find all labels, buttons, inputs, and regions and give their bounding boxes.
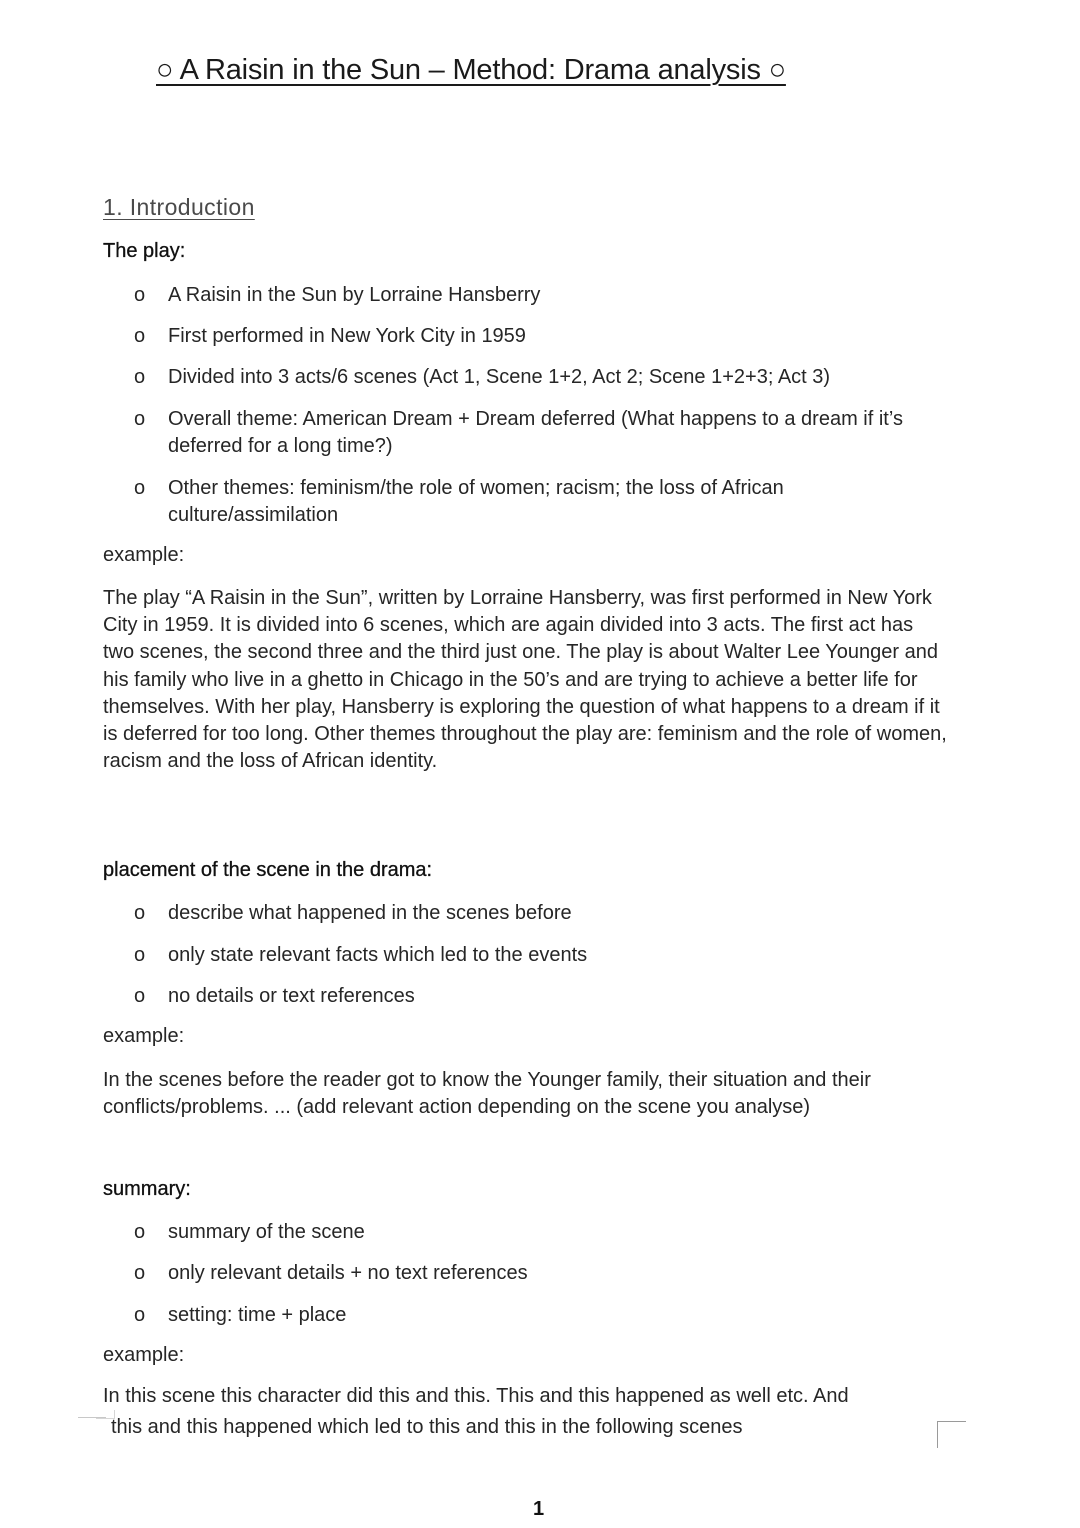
example-paragraph-introduction: The play “A Raisin in the Sun”, written by Lorraine Hansberry, was first performed in New York City in 1959. It is divided into 6 scenes, which are again divided into 3 acts. The first act has two scenes, the second three and the third just one. The play is about Walter Lee Younger and his family who live in a ghetto in Chicago in the 50’s and are trying to achieve a better life for themselves. With her play, Hansberry is exploring the question of what happens to a dream if it is deferred for too long. Other themes throughout the play are: feminism and the role of women, racism and the loss of African identity.	[103, 587, 947, 773]
bullet-marker: o	[134, 325, 146, 347]
example-label: example:	[103, 544, 185, 566]
subheading-the-play: The play:	[103, 240, 186, 262]
bullet-marker: o	[134, 408, 146, 430]
bullet-marker: o	[134, 477, 146, 499]
bullet-marker: o	[134, 1262, 146, 1284]
bullet-marker: o	[134, 366, 146, 388]
bullet-marker: o	[134, 1304, 146, 1326]
bullet-marker: o	[134, 1221, 146, 1243]
list-item-text: A Raisin in the Sun by Lorraine Hansberry	[168, 284, 541, 306]
scan-mark	[96, 1410, 115, 1419]
bullet-marker: o	[134, 944, 146, 966]
list-item-text: Other themes: feminism/the role of women; racism; the loss of African culture/assimilation	[168, 477, 784, 526]
example-paragraph-placement: In the scenes before the reader got to know the Younger family, their situation and their conflicts/problems. ... (add relevant action depending on the scene you analyse)	[103, 1069, 871, 1119]
list-item-text: First performed in New York City in 1959	[168, 325, 526, 347]
bullet-marker: o	[134, 985, 146, 1007]
list-item-text: describe what happened in the scenes before	[168, 902, 572, 924]
list-item-text: only relevant details + no text references	[168, 1262, 528, 1284]
example-line-summary-2: this and this happened which led to this and this in the following scenes	[111, 1416, 743, 1438]
list-item-text: Overall theme: American Dream + Dream deferred (What happens to a dream if it’s deferred for a long time?)	[168, 408, 903, 457]
page-corner-mark	[937, 1421, 966, 1448]
bullet-marker: o	[134, 902, 146, 924]
bullet-marker: o	[134, 284, 146, 306]
example-label: example:	[103, 1344, 185, 1366]
subheading-summary: summary:	[103, 1178, 191, 1200]
scan-mark	[78, 1417, 106, 1432]
list-item-text: no details or text references	[168, 985, 415, 1007]
subheading-placement: placement of the scene in the drama:	[103, 859, 433, 881]
document-title: ○ A Raisin in the Sun – Method: Drama analysis ○	[156, 54, 786, 86]
section-heading-introduction: 1. Introduction	[103, 194, 255, 220]
page-number: 1	[533, 1498, 545, 1520]
list-item-text: setting: time + place	[168, 1304, 347, 1326]
example-line-summary-1: In this scene this character did this and this. This and this happened as well etc. And	[103, 1385, 849, 1407]
list-item-text: summary of the scene	[168, 1221, 365, 1243]
list-item-text: Divided into 3 acts/6 scenes (Act 1, Scene 1+2, Act 2; Scene 1+2+3; Act 3)	[168, 366, 831, 388]
example-label: example:	[103, 1025, 185, 1047]
list-item-text: only state relevant facts which led to the events	[168, 944, 588, 966]
